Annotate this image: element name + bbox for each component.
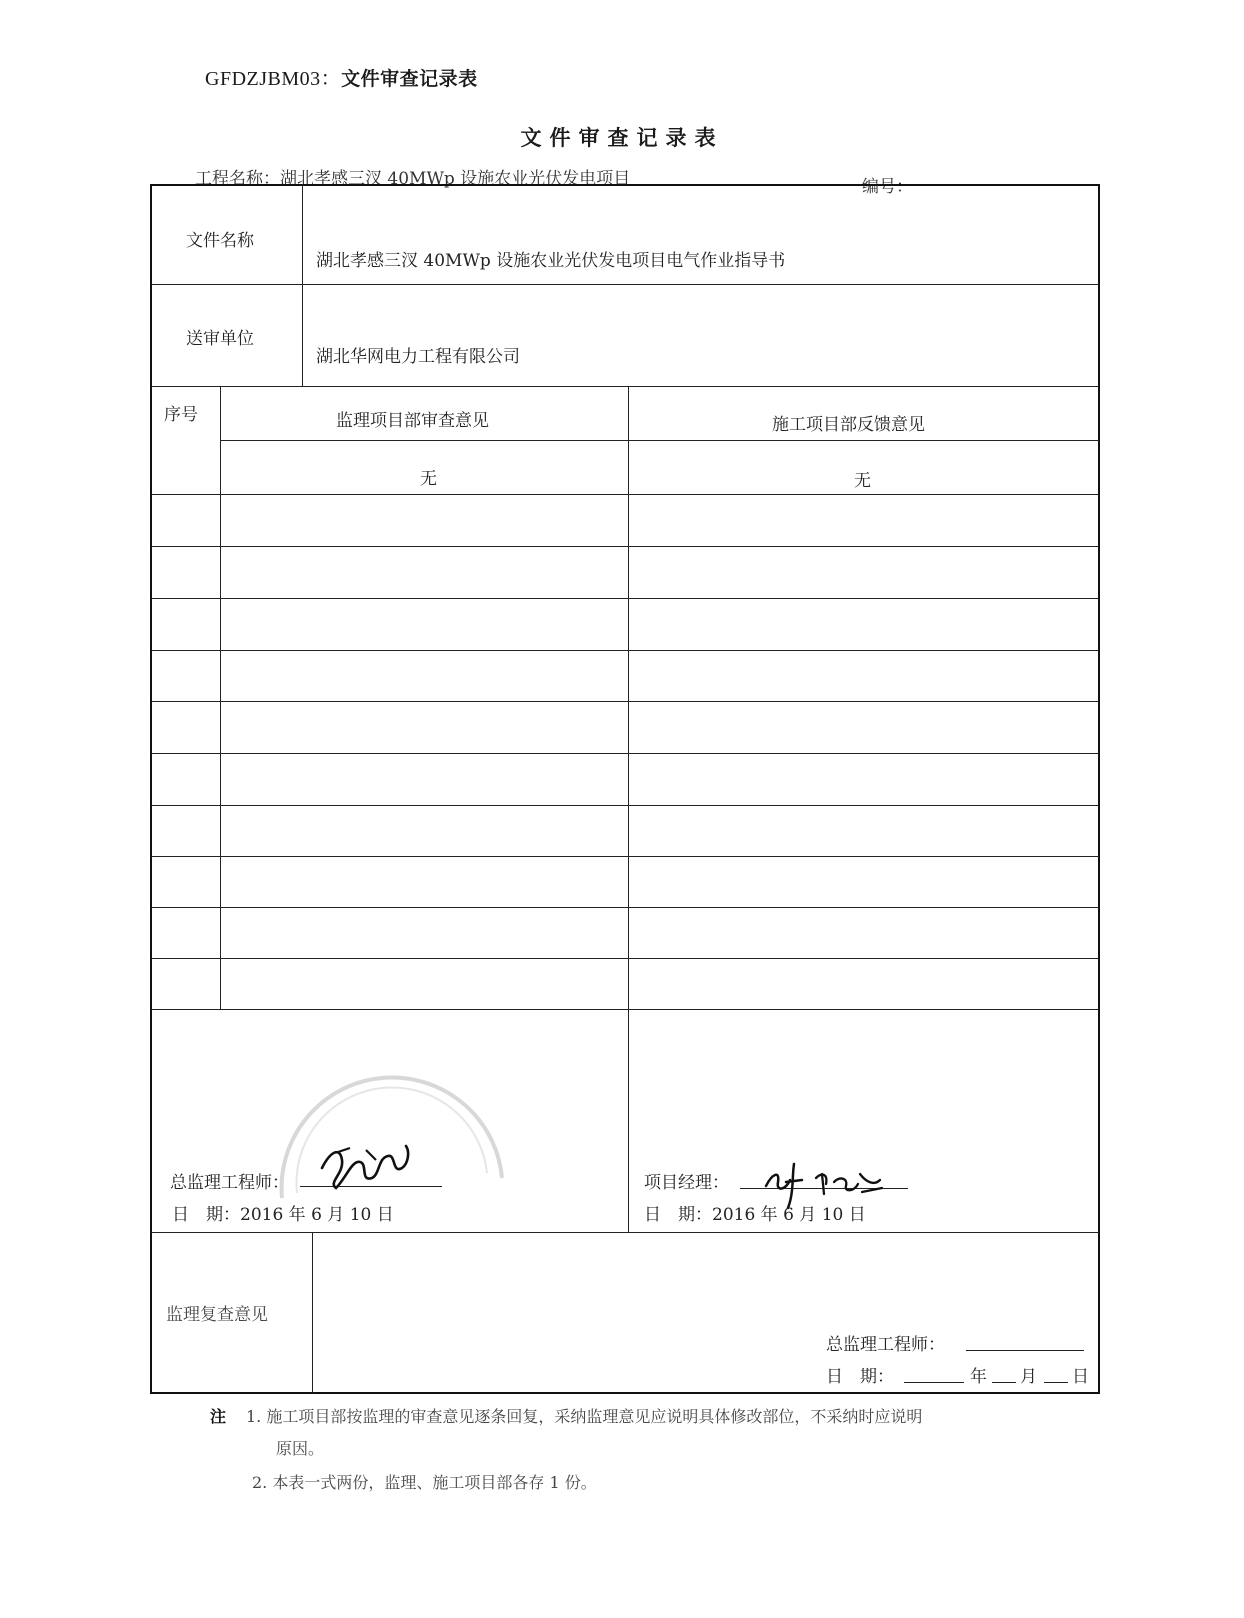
review-chief-label: 总监理工程师：	[826, 1335, 945, 1355]
divider	[151, 907, 1099, 908]
note-2: 2. 本表一式两份，监理、施工项目部各存 1 份。	[252, 1473, 597, 1492]
form-code-id: GFDZJBM03：	[205, 68, 342, 90]
chief-supervisor-signature	[316, 1138, 416, 1196]
divider	[151, 1232, 1099, 1233]
divider	[302, 186, 303, 386]
divider	[151, 386, 1099, 387]
project-name: 湖北孝感三汊 40MWp 设施农业光伏发电项目	[280, 169, 631, 189]
project-label: 工程名称：	[195, 169, 280, 189]
notes-prefix: 注	[210, 1407, 227, 1426]
submit-unit-value: 湖北华网电力工程有限公司	[316, 347, 520, 367]
document-title: 文件审查记录表	[520, 126, 724, 150]
doc-name-value: 湖北孝感三汊 40MWp 设施农业光伏发电项目电气作业指导书	[316, 251, 786, 271]
project-manager-date: 日 期：2016 年 6 月 10 日	[644, 1205, 866, 1225]
divider	[151, 546, 1099, 547]
date-month-blank	[992, 1382, 1016, 1383]
divider	[220, 387, 221, 1009]
review-day: 日	[1072, 1367, 1089, 1387]
divider	[151, 753, 1099, 754]
divider	[151, 805, 1099, 806]
divider	[151, 650, 1099, 651]
project-manager-label: 项目经理：	[644, 1173, 729, 1193]
divider	[151, 598, 1099, 599]
divider	[151, 284, 1099, 285]
divider	[220, 440, 1099, 441]
divider	[151, 1009, 1099, 1010]
form-code	[205, 62, 478, 91]
review-year: 年	[970, 1367, 987, 1387]
review-label: 监理复查意见	[166, 1305, 268, 1325]
date-year-blank	[904, 1382, 964, 1383]
note-1: 1. 施工项目部按监理的审查意见逐条回复，采纳监理意见应说明具体修改部位，不采纳时应说明	[246, 1407, 923, 1426]
divider	[151, 958, 1099, 959]
chief-supervisor-date: 日 期：2016 年 6 月 10 日	[172, 1205, 394, 1225]
table-row-1-construction: 无	[854, 471, 871, 491]
divider	[151, 701, 1099, 702]
review-month: 月	[1020, 1367, 1037, 1387]
doc-name-label: 文件名称	[186, 231, 254, 251]
divider	[151, 856, 1099, 857]
col-supervisor-header: 监理项目部审查意见	[336, 411, 489, 431]
divider	[151, 494, 1099, 495]
form-code-title: 文件审查记录表	[341, 68, 478, 90]
divider	[628, 387, 629, 1232]
divider	[312, 1233, 313, 1393]
col-construction-header: 施工项目部反馈意见	[772, 415, 925, 435]
date-day-blank	[1044, 1382, 1068, 1383]
serial-number-label: 编号：	[862, 177, 913, 197]
table-row-1-supervisor: 无	[420, 469, 437, 489]
col-seq-header: 序号	[164, 405, 198, 425]
chief-supervisor-label: 总监理工程师：	[170, 1173, 289, 1193]
submit-unit-label: 送审单位	[186, 329, 254, 349]
note-1-cont: 原因。	[276, 1439, 325, 1458]
review-date-label: 日 期：	[826, 1367, 894, 1387]
signature-line	[966, 1350, 1084, 1351]
